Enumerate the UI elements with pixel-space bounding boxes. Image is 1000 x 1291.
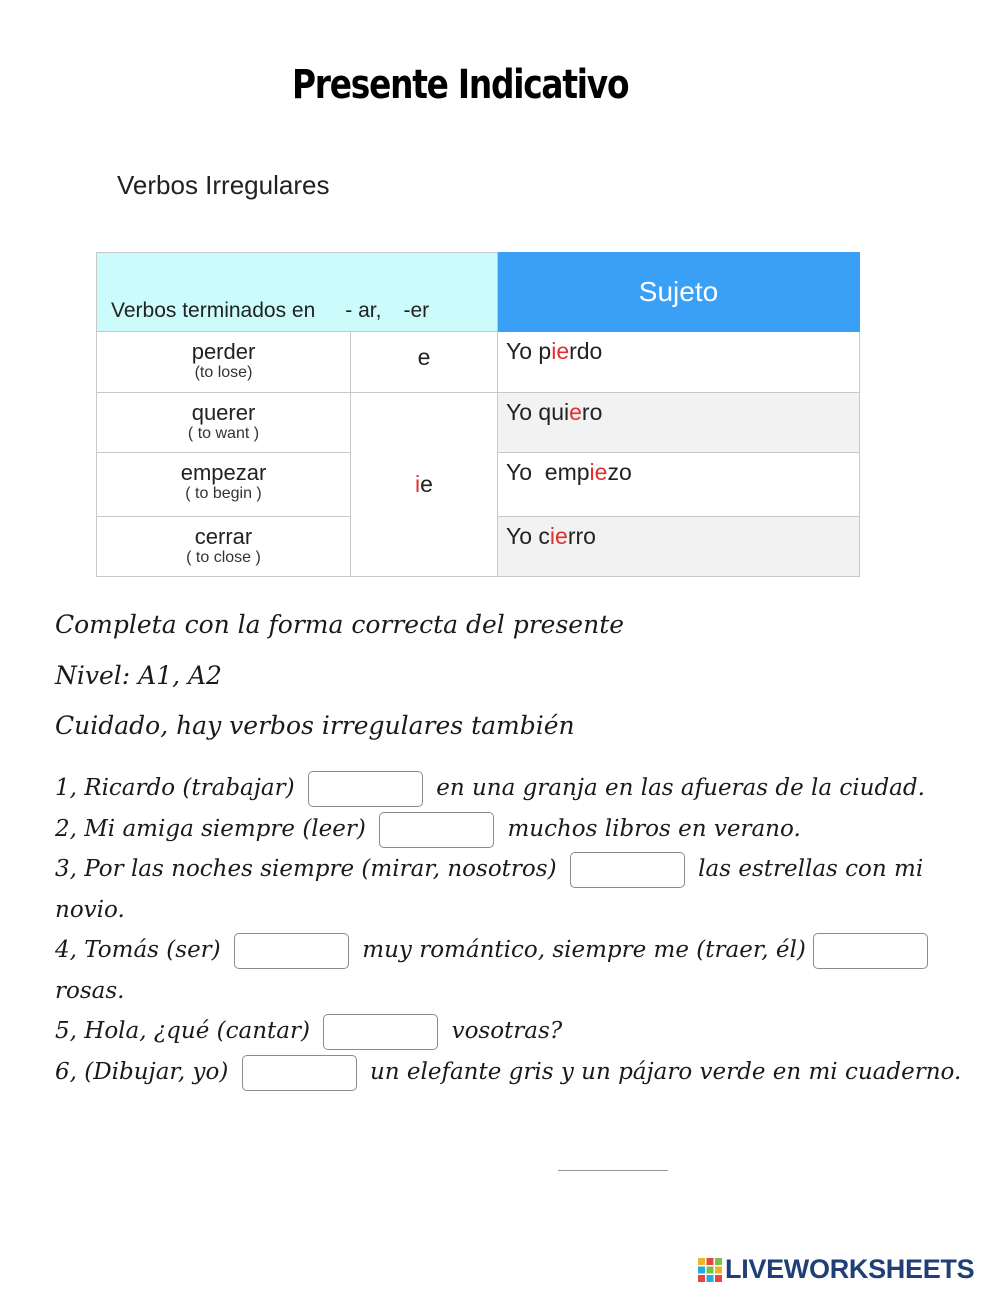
conjugation-cell	[498, 332, 860, 393]
conjugation-cell	[498, 453, 860, 517]
verb-name: empezar	[180, 460, 267, 485]
page-title: Presente Indicativo	[292, 62, 629, 108]
table-row	[97, 332, 860, 393]
exercise-sentence-5	[55, 1011, 990, 1052]
sentence-text: vosotras?	[451, 1018, 563, 1044]
sentence-text: 3, Por las noches siempre (mirar, nosotros)	[55, 856, 557, 882]
exercise-sentence-1	[55, 768, 990, 809]
vowel-ie-red: i	[415, 471, 421, 497]
answer-box-5[interactable]	[323, 1014, 438, 1050]
conjugation-text: Yo p	[506, 338, 552, 364]
sentence-text: un elefante gris y un pájaro verde en mi cuaderno.	[369, 1058, 962, 1085]
sentence-text: 2, Mi amiga siempre (leer)	[55, 815, 366, 842]
liveworksheets-logo[interactable]	[697, 1254, 974, 1285]
page-subtitle: Verbos Irregulares	[117, 170, 330, 200]
header-verb-endings	[97, 253, 498, 332]
conjugation-change: ie	[551, 338, 570, 364]
verb-name: perder	[191, 339, 256, 364]
sentence-text: muy romántico, siempre me (traer, él)	[362, 937, 806, 963]
conjugation-change: ie	[549, 523, 568, 549]
verb-translation: ( to begin )	[185, 485, 262, 502]
warning-line: Cuidado, hay verbos irregulares también	[55, 711, 575, 740]
verb-name: cerrar	[194, 524, 253, 549]
logo-text: LIVEWORKSHEETS	[725, 1254, 975, 1284]
header-sujeto: Sujeto	[498, 253, 860, 332]
table-header-row	[97, 253, 860, 332]
verb-cell	[97, 517, 351, 577]
header-ending-ar: - ar,	[345, 299, 382, 322]
verb-cell	[97, 453, 351, 517]
verb-translation: (to lose)	[194, 364, 253, 381]
verb-translation: ( to close )	[186, 549, 261, 566]
vowel-ie-rest: e	[420, 471, 433, 497]
conjugation-text: ro	[581, 399, 603, 425]
answer-box-3[interactable]	[570, 852, 685, 888]
verb-name: querer	[191, 400, 256, 425]
verb-translation: ( to want )	[187, 425, 260, 442]
verb-cell	[97, 393, 351, 453]
conjugation-text: Yo emp	[506, 459, 590, 485]
liveworksheets-logo-icon	[697, 1257, 723, 1283]
verb-table	[96, 252, 860, 577]
conjugation-text: zo	[607, 459, 632, 485]
sentence-text: 1, Ricardo (trabajar)	[55, 775, 295, 801]
conjugation-cell	[498, 517, 860, 577]
conjugation-text: rdo	[569, 338, 603, 364]
exercise-sentence-6	[55, 1052, 990, 1093]
vowel-e-cell: e	[351, 332, 498, 393]
vowel-ie-cell	[351, 393, 498, 577]
conjugation-change: e	[569, 399, 582, 425]
sentence-text: muchos libros en verano.	[507, 815, 801, 842]
signature-line	[558, 1170, 668, 1171]
answer-box-4b[interactable]	[813, 933, 928, 969]
conjugation-cell	[498, 393, 860, 453]
header-ending-er: -er	[403, 299, 430, 322]
answer-box-4a[interactable]	[234, 933, 349, 969]
answer-box-1[interactable]	[308, 771, 423, 807]
level-line: Nivel: A1, A2	[55, 661, 222, 690]
answer-box-2[interactable]	[379, 812, 494, 848]
sentence-text: 5, Hola, ¿qué (cantar)	[55, 1018, 310, 1044]
sentence-text: rosas.	[55, 977, 125, 1004]
exercise-sentence-2	[55, 809, 990, 850]
conjugation-text: Yo c	[506, 523, 550, 549]
exercise-sentence-3	[55, 849, 990, 930]
exercise-list	[55, 768, 990, 1092]
sentence-text: 6, (Dibujar, yo)	[55, 1058, 229, 1085]
sentence-text: en una granja en las afueras de la ciudad.	[436, 775, 925, 801]
sentence-text: las estrellas con mi novio.	[55, 856, 924, 923]
header-left-label: Verbos terminados en	[111, 299, 316, 322]
exercise-sentence-4	[55, 930, 990, 1011]
conjugation-text: Yo qui	[506, 399, 570, 425]
verb-cell	[97, 332, 351, 393]
answer-box-6[interactable]	[242, 1055, 357, 1091]
table-row	[97, 393, 860, 453]
conjugation-change: ie	[589, 459, 608, 485]
conjugation-text: rro	[567, 523, 596, 549]
instruction-line: Completa con la forma correcta del presente	[55, 610, 625, 639]
sentence-text: 4, Tomás (ser)	[55, 937, 221, 963]
